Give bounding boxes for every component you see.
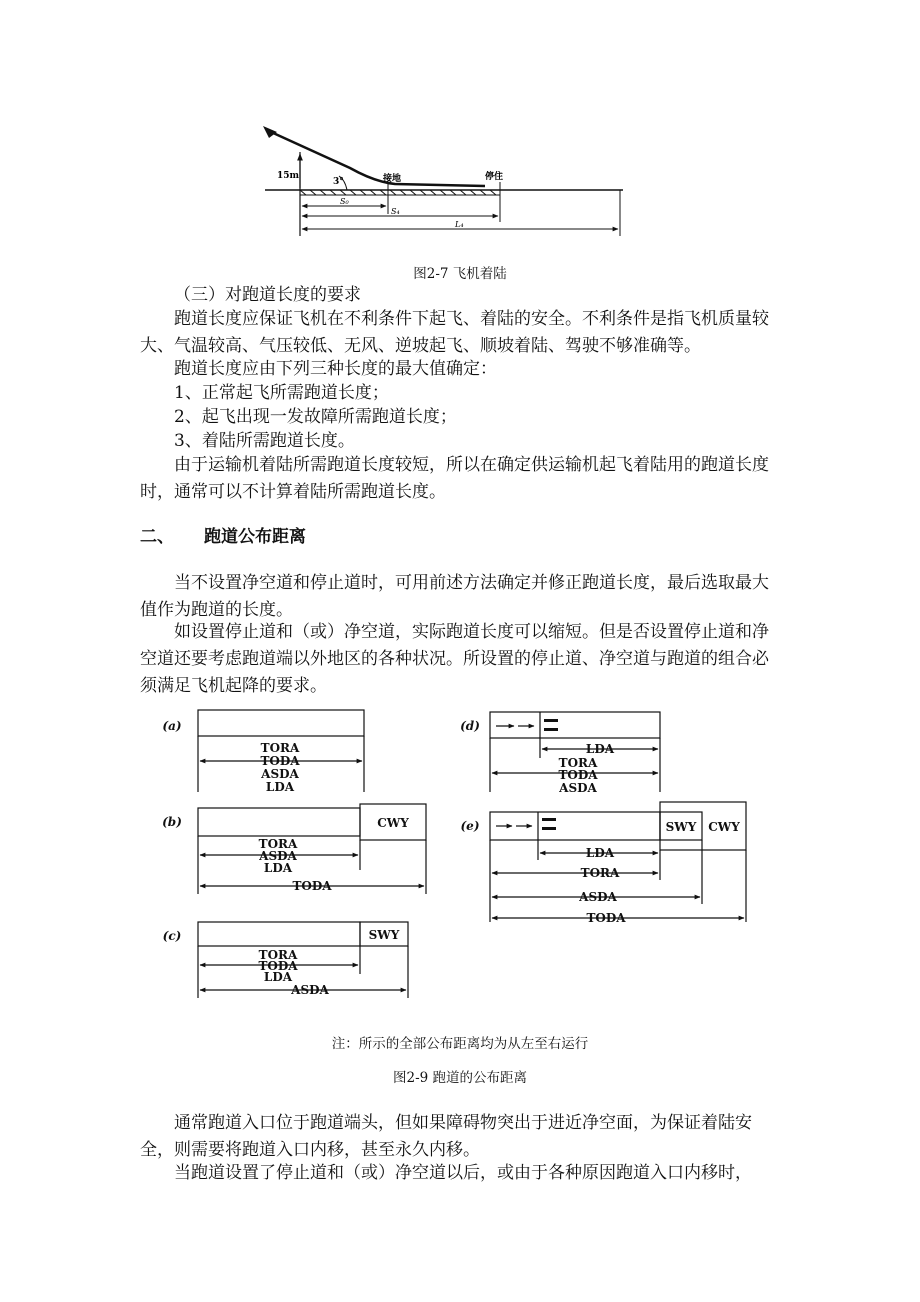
tag-d: (d) — [460, 719, 480, 733]
list-item-2: 2、起飞出现一发故障所需跑道长度； — [174, 407, 457, 427]
a-label-1: TORA — [260, 741, 300, 755]
e-label-4: TODA — [586, 911, 626, 925]
fig27-caption: 图2-7 飞机着陆 — [413, 266, 507, 282]
b-label-2: ASDA — [259, 849, 297, 863]
tag-b: (b) — [162, 815, 182, 829]
fig29-note: 注：所示的全部公布距离均为从左至右运行 — [331, 1036, 589, 1052]
fig29-caption: 图2-9 跑道的公布距离 — [392, 1070, 528, 1086]
section3-p3: 由于运输机着陆所需跑道长度较短，所以在确定供运输机起飞着陆用的跑道长度时，通常可以不计算着陆所需跑道长度。 — [140, 455, 769, 502]
b-box: CWY — [377, 816, 409, 830]
section3-p1: 跑道长度应保证飞机在不利条件下起飞、着陆的安全。不利条件是指飞机质量较大、气温较高、气压较低、无风、逆坡起飞、顺坡着陆、驾驶不够准确等。 — [140, 309, 769, 356]
section2-p2: 如设置停止道和（或）净空道，实际跑道长度可以缩短。但是否设置停止道和净空道还要考虑跑道端以外地区的各种状况。所设置的停止道、净空道与跑道的组合必须满足飞机起降的要求。 — [140, 622, 769, 696]
tail-p2: 当跑道设置了停止道和（或）净空道以后，或由于各种原因跑道入口内移时， — [174, 1163, 752, 1183]
l4-label: L₄ — [455, 220, 464, 229]
list-item-1: 1、正常起飞所需跑道长度； — [174, 383, 389, 403]
section2-num: 二、 — [140, 527, 174, 547]
b-label-3: LDA — [263, 861, 293, 875]
stop-label: 停住 — [485, 172, 504, 182]
e-label-2: TORA — [580, 866, 620, 880]
a-label-4: LDA — [265, 780, 295, 794]
list-item-3: 3、着陆所需跑道长度。 — [174, 431, 355, 451]
d-label-4: ASDA — [559, 781, 597, 795]
d-label-1: LDA — [585, 742, 615, 756]
b-label-1: TORA — [258, 837, 298, 851]
c-label-4: ASDA — [291, 983, 329, 997]
c-label-3: LDA — [263, 970, 293, 984]
c-label-1: TORA — [258, 948, 298, 962]
airplane-icon — [263, 126, 277, 138]
tag-a: (a) — [162, 719, 182, 733]
section2-title: 跑道公布距离 — [204, 527, 306, 547]
a-label-2: TODA — [260, 754, 300, 768]
angle-label: 3° — [333, 177, 344, 187]
touchdown-label: 接地 — [383, 174, 402, 184]
s0-label: S₀ — [340, 197, 349, 206]
section2-p1: 当不设置净空道和停止道时，可用前述方法确定并修正跑道长度，最后选取最大值作为跑道的长度。 — [140, 573, 769, 620]
c-box: SWY — [368, 928, 400, 942]
e-label-1: LDA — [585, 846, 615, 860]
section2-heading — [140, 522, 306, 547]
d-label-3: TODA — [558, 768, 598, 782]
tail-p1: 通常跑道入口位于跑道端头，但如果障碍物突出于进近净空面，为保证着陆安全，则需要将跑道入口内移，甚至永久内移。 — [140, 1113, 752, 1160]
section3-p2: 跑道长度应由下列三种长度的最大值确定： — [174, 359, 497, 379]
b-label-4: TODA — [292, 879, 332, 893]
height-label: 15m — [277, 171, 300, 181]
d-label-2: TORA — [558, 756, 598, 770]
e-box-2: CWY — [708, 820, 740, 834]
e-label-3: ASDA — [579, 890, 617, 904]
tag-e: (e) — [460, 819, 480, 833]
c-label-2: TODA — [258, 959, 298, 973]
section3-title: （三）对跑道长度的要求 — [174, 285, 361, 305]
tag-c: (c) — [162, 929, 182, 943]
landing-diagram — [255, 118, 635, 243]
a-label-3: ASDA — [261, 767, 299, 781]
declared-distances-diagram — [160, 700, 770, 1010]
s4-label: S₄ — [391, 207, 400, 216]
e-box-1: SWY — [665, 820, 697, 834]
